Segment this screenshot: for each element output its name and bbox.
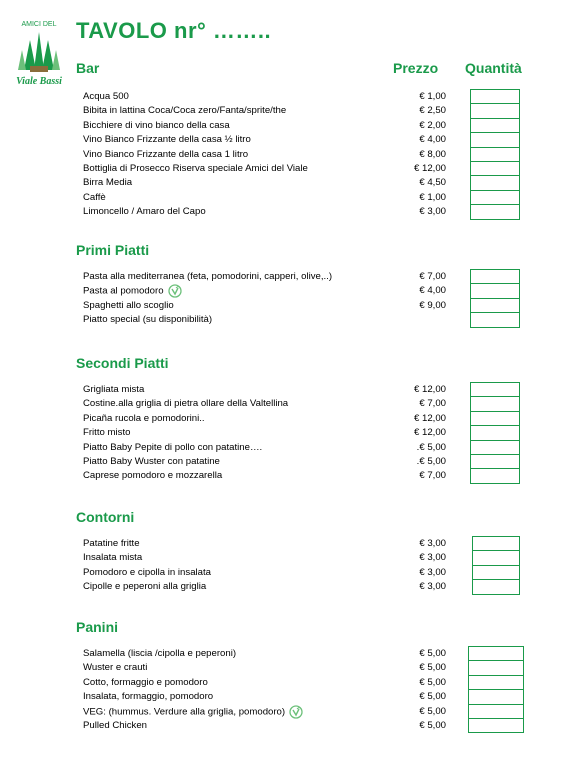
quantity-box[interactable] [468,718,524,733]
menu-item-price: € 5,00 [419,662,446,674]
menu-item-name: Piatto Baby Pepite di pollo con patatine…. [83,441,263,453]
menu-item [83,119,230,133]
quantity-box[interactable] [468,689,524,704]
association-logo [10,10,68,88]
menu-item-name: Picaña rucola e pomodorini.. [83,412,205,424]
quantity-box[interactable] [470,132,520,147]
quantity-box[interactable] [470,190,520,205]
menu-item-price: € 4,00 [419,134,446,146]
menu-item-price: € 9,00 [419,299,446,311]
menu-item [83,647,236,661]
menu-item-name: Bibita in lattina Coca/Coca zero/Fanta/sprite/the [83,105,287,117]
menu-item-name: Grigliata mista [83,384,145,395]
menu-item [83,690,213,704]
menu-item-name: Pasta alla mediterranea (feta, pomodorini, capperi, olive,..) [83,271,333,282]
section-title: Contorni [76,509,135,525]
menu-item-name: Bottiglia di Prosecco Riserva speciale Amici del Viale [83,163,308,174]
quantity-box[interactable] [470,440,520,455]
section-title: Panini [76,619,119,635]
menu-item-price: € 1,00 [419,191,446,203]
menu-item-price: € 12,00 [413,163,446,174]
menu-item-price: € 5,00 [419,705,446,717]
menu-item [83,705,303,719]
menu-item-price: € 3,00 [419,206,446,218]
menu-item-name: Salamella (liscia /cipolla e peperoni) [83,648,237,659]
menu-item-price: € 5,00 [419,676,446,688]
vegetarian-icon [289,705,303,719]
quantity-box[interactable] [470,269,520,284]
quantity-box[interactable] [468,704,524,719]
logo-text-bottom: Viale Bassi [16,76,62,87]
menu-item-price: € 2,00 [419,119,446,131]
menu-item [83,537,140,551]
menu-item-name: Vino Bianco Frizzante della casa 1 litro [83,148,249,160]
menu-item-price: € 3,00 [419,581,446,593]
menu-item-price: € 2,50 [419,105,446,117]
menu-item [83,284,182,298]
quantity-box[interactable] [472,536,520,551]
menu-item-name: Spaghetti allo scoglio [83,299,174,311]
menu-item-name: Caprese pomodoro e mozzarella [83,470,223,482]
logo-text-top: AMICI DEL [21,21,57,28]
quantity-box[interactable] [472,550,520,565]
quantity-box[interactable] [468,660,524,675]
menu-item-name: Birra Media [83,177,133,189]
vegetarian-icon [168,284,182,298]
menu-item [83,551,142,565]
quantity-box[interactable] [470,118,520,133]
quantity-box[interactable] [470,89,520,104]
menu-item-name: Pomodoro e cipolla in insalata [83,566,211,578]
quantity-box[interactable] [470,425,520,440]
menu-item [83,469,222,483]
menu-item [83,676,208,690]
quantity-box[interactable] [470,103,520,118]
menu-item-name: Caffè [83,191,106,203]
menu-item [83,661,147,675]
quantity-box[interactable] [470,147,520,162]
menu-item-price: € 5,00 [419,691,446,703]
menu-item-name: Bicchiere di vino bianco della casa [83,119,230,131]
quantity-box[interactable] [470,454,520,469]
menu-item-name: Pulled Chicken [83,720,147,731]
menu-item-name: Vino Bianco Frizzante della casa ½ litro [83,134,251,146]
menu-item-name: Wuster e crauti [83,662,148,674]
menu-item-name: Cotto, formaggio e pomodoro [83,676,208,688]
menu-item-price: € 4,50 [419,177,446,189]
quantity-box[interactable] [472,565,520,580]
menu-item-price: .€ 5,00 [416,456,446,467]
quantity-box[interactable] [470,204,520,219]
quantity-box[interactable] [470,175,520,190]
quantity-box[interactable] [470,161,520,176]
menu-item-price: € 7,00 [419,271,446,282]
menu-item-price: € 1,00 [419,91,446,102]
quantity-box[interactable] [470,382,520,397]
menu-item-name: Pasta al pomodoro [83,285,164,297]
menu-item [83,90,129,104]
quantity-box[interactable] [470,468,520,483]
menu-item-price: € 12,00 [413,427,446,439]
page-title: TAVOLO nr° …….. [76,18,272,43]
menu-item [83,397,288,411]
menu-item [83,455,220,469]
menu-item-name: Limoncello / Amaro del Capo [83,206,206,218]
menu-item-price: € 5,00 [419,720,446,731]
menu-item-name: Costine.alla griglia di pietra ollare della Valtellina [83,398,289,410]
quantity-box[interactable] [470,396,520,411]
menu-item [83,133,251,147]
quantity-box[interactable] [472,579,520,594]
menu-item [83,426,130,440]
menu-item-name: Piatto special (su disponibilità) [83,314,213,326]
quantity-box[interactable] [470,283,520,298]
menu-item-name: Insalata, formaggio, pomodoro [83,691,214,703]
menu-item [83,162,308,176]
menu-item-price: € 12,00 [413,412,446,424]
menu-item [83,148,248,162]
menu-item-name: Insalata mista [83,552,143,564]
menu-item-name: Patatine fritte [83,538,140,549]
column-header-price: Prezzo [393,60,439,76]
quantity-box[interactable] [468,675,524,690]
menu-item-price: € 8,00 [419,148,446,160]
section-title: Bar [76,60,100,76]
menu-item [83,299,174,313]
quantity-box[interactable] [470,411,520,426]
menu-item-price: € 4,00 [419,285,446,297]
menu-item-name: Cipolle e peperoni alla griglia [83,581,207,593]
menu-item [83,719,147,733]
menu-item [83,383,144,397]
menu-item [83,176,132,190]
section-title: Secondi Piatti [76,355,169,371]
menu-item-price: .€ 5,00 [416,441,446,453]
quantity-box[interactable] [470,312,520,327]
menu-item-name: VEG: (hummus. Verdure alla griglia, pomodoro) [83,706,286,718]
menu-item [83,566,211,580]
section-title: Primi Piatti [76,242,150,258]
menu-item [83,270,332,284]
menu-item-price: € 12,00 [413,384,446,395]
menu-item [83,104,286,118]
menu-item-name: Piatto Baby Wuster con patatine [83,456,220,467]
menu-item [83,205,206,219]
menu-item [83,441,262,455]
menu-item-name: Acqua 500 [83,91,129,102]
menu-item-price: € 3,00 [419,552,446,564]
menu-item [83,580,206,594]
menu-item-price: € 7,00 [419,470,446,482]
menu-item-price: € 5,00 [419,648,446,659]
menu-item-price: € 3,00 [419,538,446,549]
menu-item [83,313,212,327]
quantity-box[interactable] [470,298,520,313]
menu-item-name: Fritto misto [83,427,131,439]
menu-item [83,191,106,205]
column-header-quantity: Quantità [465,60,522,76]
quantity-box[interactable] [468,646,524,661]
menu-item-price: € 3,00 [419,566,446,578]
menu-item [83,412,205,426]
menu-item-price: € 7,00 [419,398,446,410]
